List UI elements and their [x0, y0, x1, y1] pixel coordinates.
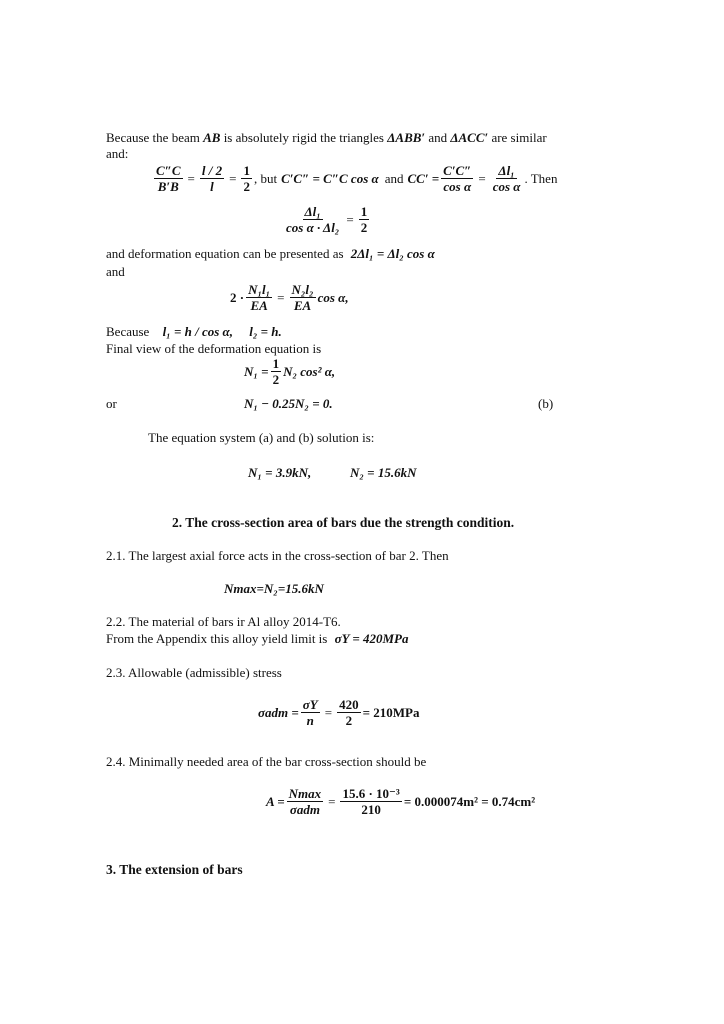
allowable-stress-equation: σadm = $\frac{\sigma Y}{n}$ = $\frac{420}{2}$ = 210MPa	[258, 697, 420, 728]
and-colon: and:	[106, 146, 129, 161]
eq1-relation: C′C″ = C″C cos α	[281, 170, 379, 186]
eq1-then: . Then	[524, 170, 558, 186]
eq4-num: 1	[272, 356, 280, 371]
equation-b: N₁ − 0.25N₂ = 0.	[244, 396, 333, 411]
eq2-num: Δl₁	[304, 204, 321, 219]
triangle-2: ΔACC′	[450, 130, 489, 145]
eq2-den: cos α · Δl₂	[286, 220, 340, 235]
eq8-num2: 420	[339, 697, 359, 712]
eq1-den4: cos α	[443, 179, 472, 194]
eq9-num1: Nmax	[288, 786, 322, 801]
eq1-and: and	[384, 170, 404, 186]
final-deformation-equation	[244, 356, 335, 387]
eq3-den1: EA	[250, 298, 268, 313]
solution-n1: N₁ = 3.9kN,	[248, 465, 312, 480]
step-2-4: 2.4. Minimally needed area of the bar cross-section should be	[106, 754, 427, 769]
eq1-cc: CC′ =	[407, 170, 440, 186]
eq9-rhs: = 0.000074m² = 0.74cm²	[403, 793, 536, 809]
eq3-coef: 2 ·	[230, 289, 245, 305]
eq1-den1: B′B	[157, 179, 179, 194]
eq8-rhs: = 210MPa	[362, 704, 420, 720]
section-3-heading: 3. The extension of bars	[106, 862, 243, 877]
step-2-3: 2.3. Allowable (admissible) stress	[106, 665, 282, 680]
step-2-1: 2.1. The largest axial force acts in the cross-section of bar 2. Then	[106, 548, 449, 563]
final-view-line: Final view of the deformation equation is	[106, 341, 322, 356]
section-2-heading: 2. The cross-section area of bars due the strength condition.	[172, 515, 515, 530]
eq1-but: , but	[253, 170, 278, 186]
eq3-num2: N₂l₂	[291, 282, 314, 297]
and-line: and	[106, 264, 125, 279]
ratio-equation: $\frac{\text{Δl₁}}{\text{cos α · Δl₂}}$ = $\frac{1}{2}$	[286, 204, 368, 235]
eq8-den2: 2	[345, 713, 353, 728]
eq1-den5: cos α	[492, 179, 521, 194]
length-relations: l₁ = h / cos α, l₂ = h.	[162, 324, 282, 339]
eq9-den1: σadm	[289, 802, 320, 817]
and-word: and	[428, 130, 448, 145]
deformation-text: and deformation equation can be presented as	[106, 246, 344, 261]
eq3-num1: N₁l₁	[248, 282, 271, 297]
deformation-eq: 2Δl₁ = Δl₂ cos α	[350, 246, 435, 261]
because-text: Because	[106, 324, 150, 339]
deformation-sentence	[106, 246, 435, 262]
eq8-num1: σY	[302, 697, 318, 712]
eq9-den2: 210	[361, 802, 381, 817]
intro-mid: is absolutely rigid the triangles	[223, 130, 384, 145]
eq3-den2: EA	[293, 298, 312, 313]
paragraph-intro	[106, 130, 547, 146]
nmax-equation: Nmax=N₂=15.6kN	[224, 581, 324, 596]
eq3-tail: cos α,	[317, 289, 349, 305]
equation-b-tag: (b)	[538, 396, 554, 411]
eq1-num3: 1	[243, 163, 250, 178]
yield-text: From the Appendix this alloy yield limit is	[106, 631, 328, 646]
eq8-den1: n	[306, 713, 314, 728]
eq2-rnum: 1	[360, 204, 368, 219]
area-equation: A = $\frac{Nmax}{\text{σadm}}$ = $\frac{\text{15.6 · 10⁻³}}{210}$ = 0.000074m² = 0.74cm²	[266, 786, 536, 817]
eq1-den2: l	[210, 179, 214, 194]
eq4-lhs: N₁ =	[244, 363, 269, 379]
eq2-rden: 2	[360, 220, 368, 235]
yield-value: σY = 420MPa	[334, 631, 409, 646]
eq1-num2: l / 2	[201, 163, 223, 178]
because-line	[106, 324, 282, 340]
eq9-lhs: A =	[266, 793, 285, 809]
intro-text: Because the beam	[106, 130, 200, 145]
eq4-den: 2	[272, 372, 280, 387]
solution-n2: N₂ = 15.6kN	[350, 465, 417, 480]
force-deformation-equation: 2 · $\frac{\text{N₁l₁}}{EA}$ = $\frac{\text{N₂l₂}}{EA}$ cos α,	[230, 282, 349, 313]
triangle-1: ΔABB′	[387, 130, 426, 145]
yield-limit-line	[106, 631, 408, 647]
eq8-lhs: σadm =	[258, 704, 299, 720]
beam-label: AB	[203, 130, 221, 145]
eq1-num1: C″C	[156, 163, 181, 178]
eq4-rhs: N₂ cos² α,	[283, 363, 336, 379]
eq9-num2: 15.6 · 10⁻³	[342, 786, 400, 801]
or-label: or	[106, 396, 117, 411]
eq1-num4: C′C″	[443, 163, 472, 178]
similarity-equation: $\frac{C''C}{B'B}$ = $\frac{l / 2}{l}$ = $\frac{1}{2}$ , but C′C″ = C″C cos α and CC′ = $\frac{C'C''}{\text{cos α}}$ = $\frac{\text{Δl₁}}{\text{cos α}}$ . Then	[156, 163, 558, 194]
step-2-2: 2.2. The material of bars ir Al alloy 2014-T6.	[106, 614, 341, 629]
intro-end: are similar	[491, 130, 547, 145]
solution-intro: The equation system (a) and (b) solution is:	[148, 430, 375, 445]
eq1-num5: Δl₁	[498, 163, 515, 178]
eq1-den3: 2	[243, 179, 250, 194]
